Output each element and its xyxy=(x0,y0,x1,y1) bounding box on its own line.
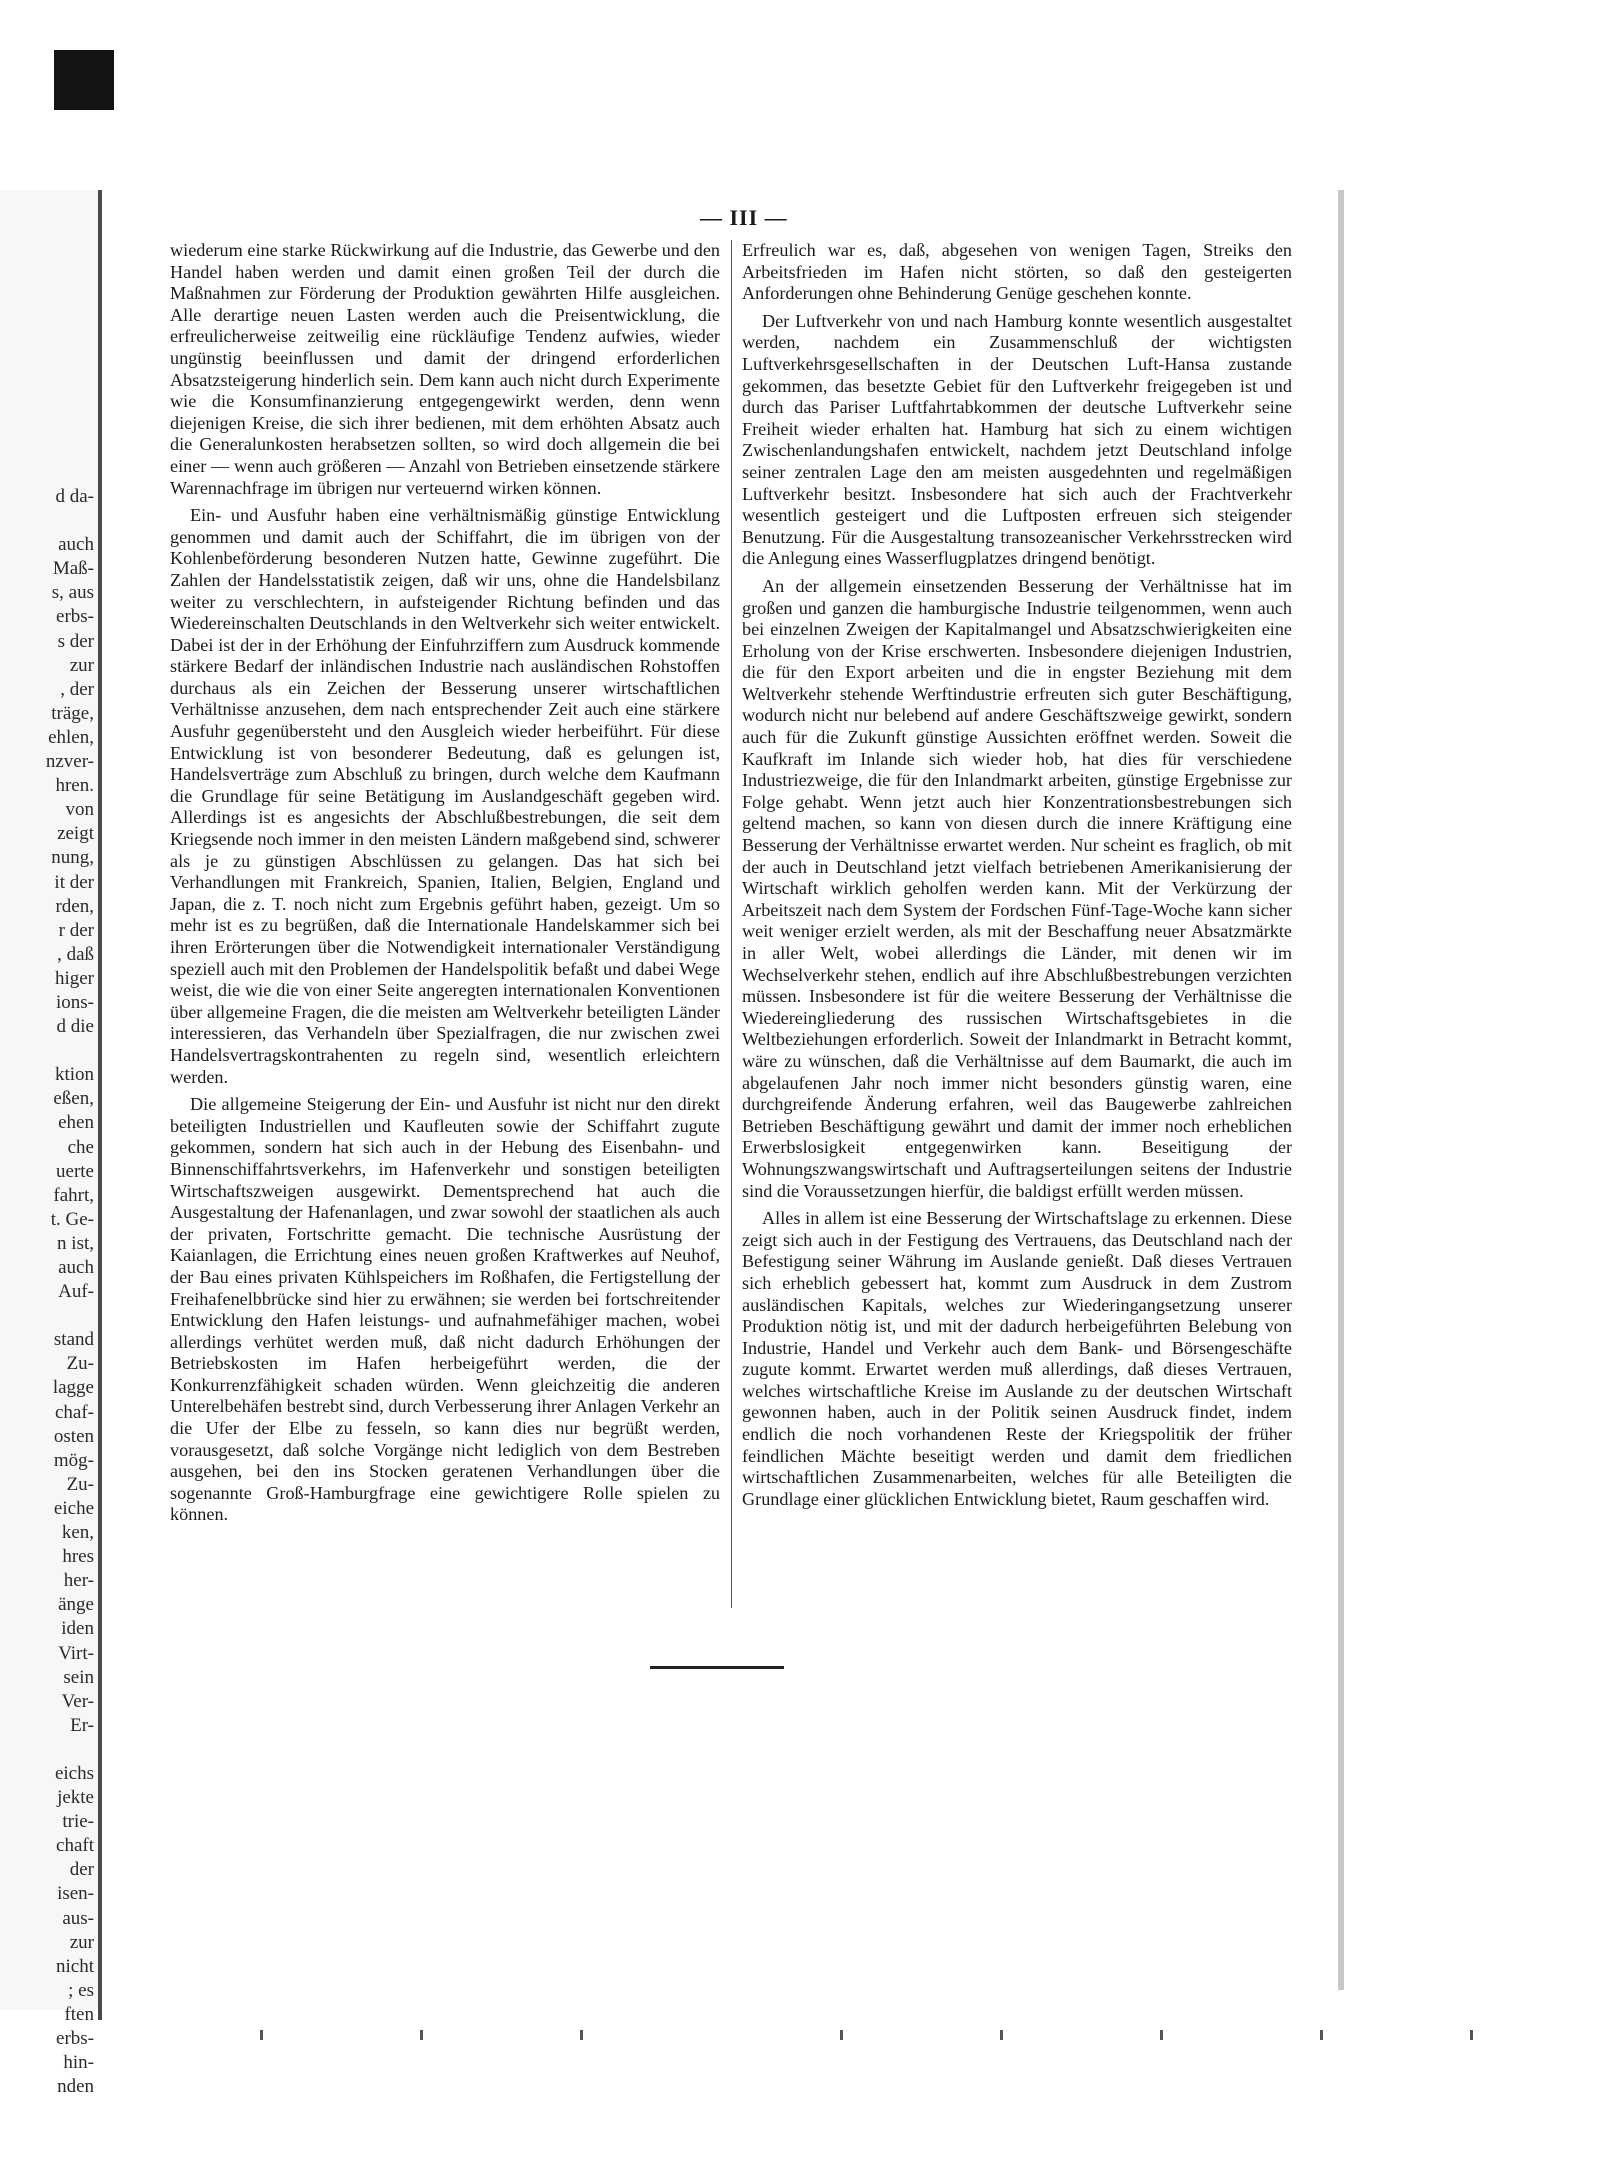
paragraph: Alles in allem ist eine Besserung der Wirtschaftslage zu erkennen. Diese zeigt sich auch in der Festigung des Vertrauens, das Deutschland nach der Befestigung seiner Währung im Auslande genießt. Daß dieses Vertrauen sich erheblich gebessert hat, kommt zum Ausdruck in dem Zustrom ausländischen Kapitals, welches zur Wiederingangsetzung unserer Produktion nötig ist, und mit der dadurch herbeigeführten Belebung von Industrie, Handel und Verkehr auch dem Bank- und Börsengeschäfte zugute kommt. Erwartet werden muß allerdings, daß dieses Vertrauen, welches wirtschaftliche Kreise im Auslande zu der deutschen Wirtschaft gewonnen haben, auch in der Politik seinen Ausdruck findet, indem endlich die noch vorhandenen Reste der Kriegspolitik der früher feindlichen Mächte beseitigt werden und damit dem friedlichen wirtschaftlichen Zusammenarbeiten, welches für alle Beteiligten die Grundlage einer glücklichen Entwicklung bietet, Raum geschaffen wird. xyxy=(742,1208,1292,1509)
fragment-line: aus- xyxy=(62,1907,94,1929)
fragment-line: n ist, xyxy=(57,1232,94,1254)
scan-bottom-marks xyxy=(0,2030,1600,2040)
fragment-line: sein xyxy=(63,1666,94,1688)
fragment-line: higer xyxy=(54,967,94,989)
fragment-line: fahrt, xyxy=(53,1184,94,1206)
fragment-line xyxy=(4,1039,94,1063)
book-binding xyxy=(98,190,102,2020)
fragment-line: nicht xyxy=(56,1955,94,1977)
fragment-line: osten xyxy=(53,1425,94,1447)
paragraph: Die allgemeine Steigerung der Ein- und Ausfuhr ist nicht nur den direkt beteiligten Industriellen und Kaufleuten sowie der Schiffahrt zugute gekommen, sondern hat sich auch in der Hebung des Eisenbahn- und Binnenschiffahrtsverkehrs, im Hafenverkehr und sonstigen beteiligten Wirtschaftszweigen ausgewirkt. Dementsprechend hat auch die Ausgestaltung der Hafenanlagen, und zwar sowohl der staatlichen als auch der privaten, Fortschritte gemacht. Die technische Ausrüstung der Kaianlagen, die Errichtung eines neuen großen Kraftwerkes auf Neuhof, der Bau eines privaten Kühlspeichers im Roßhafen, die Fertigstellung der Freihafenelbbrücke sind hier zu erwähnen; sie werden bei fortschreitender Entwicklung den Hafen leistungs- und aufnahmefähiger machen, wobei allerdings verhütet werden muß, daß nicht dadurch Erhöhungen der Betriebskosten im Hafen herbeigeführt werden, die der Konkurrenzfähigkeit schaden würden. Wenn gleichzeitig die anderen Unterelbehäfen bestrebt sind, durch Verbesserung ihrer Anlagen Verkehr an die Ufer der Elbe zu fesseln, so kann dies nur begrüßt werden, vorausgesetzt, daß solche Vorgänge nicht lediglich von dem Bestreben ausgehen, bei den ins Stocken geratenen Verhandlungen über die sogenannte Groß-Hamburgfrage eine gewichtigere Rolle spielen zu können. xyxy=(170,1094,720,1525)
fragment-line: ; es xyxy=(68,1979,94,2001)
fragment-line: von xyxy=(65,799,94,821)
fragment-line: erbs- xyxy=(56,2028,94,2049)
fragment-line: auch xyxy=(58,1257,94,1278)
fragment-line: d da- xyxy=(55,486,94,507)
fragment-line: eiche xyxy=(53,1497,94,1519)
fragment-line: hin- xyxy=(63,2052,94,2074)
fragment-line: auch xyxy=(58,534,94,556)
fragment-line: Auf- xyxy=(58,1281,94,1303)
fragment-line: mög- xyxy=(53,1449,94,1471)
fragment-line: zeigt xyxy=(57,823,94,845)
fragment-line: her- xyxy=(63,1570,94,1592)
fragment-line: ions- xyxy=(56,991,94,1013)
fragment-line: it der xyxy=(54,871,94,893)
end-rule xyxy=(650,1666,784,1669)
fragment-line: ehen xyxy=(58,1112,94,1134)
fragment-line: nung, xyxy=(51,847,94,869)
fragment-line: hren. xyxy=(55,775,94,797)
fragment-line: eßen, xyxy=(53,1088,94,1110)
fragment-line: rden, xyxy=(55,895,94,917)
fragment-line: lagge xyxy=(52,1377,94,1399)
fragment-line: Ver- xyxy=(61,1690,94,1712)
fragment-line xyxy=(4,1304,94,1328)
paragraph: Ein- und Ausfuhr haben eine verhältnismäßig günstige Entwicklung genommen und damit auch der Schiffahrt, die im übrigen von der Kohlenbeförderung besonderen Nutzen hatte, Gewinne zugeführt. Die Zahlen der Handelsstatistik zeigen, daß wir uns, ohne die Handelsbilanz weiter zu verschlechtern, in aufsteigender Richtung befinden und das Wiedereinschalten Deutschlands in den Weltverkehr sich weiter entwickelt. Dabei ist der in der Erhöhung der Einfuhrziffern zum Ausdruck kommende stärkere Bedarf der inländischen Industrie nach ausländischen Rohstoffen durchaus als ein Zeichen der Besserung unserer wirtschaftlichen Verhältnisse anzusehen, dem nach entsprechender Zeit auch eine stärkere Ausfuhr gegenübersteht und den Ausgleich wieder herbeiführt. Für diese Entwicklung ist von besonderer Bedeutung, daß es gelungen ist, Handelsverträge zum Abschluß zu bringen, durch welche dem Kaufmann die Grundlage für seine Betätigung im Auslandgeschäft gegeben wird. Allerdings ist es angesichts der Abschlußbestrebungen, die seit dem Kriegsende noch immer in den meisten Ländern maßgebend sind, schwerer als je zu günstigen Abschlüssen zu gelangen. Das hat sich bei Verhandlungen mit Frankreich, Spanien, Italien, Belgien, England und Japan, die z. T. noch nicht zum Ergebnis geführt haben, gezeigt. Um so mehr ist es zu begrüßen, daß die Internationale Handelskammer sich bei ihren Erörterungen über die Notwendigkeit internationaler Verständigung speziell auch mit den Problemen der Handelspolitik befaßt und dabei Wege weist, die wie die von einer Seite angeregten internationalen Konventionen über allgemeine Fragen, die die meisten am Weltverkehr beteiligten Länder interessieren, das Verhandeln über Spezialfragen, die nur zwischen zwei Handelsvertragskontrahenten zu regeln sind, wesentlich erleichtern werden. xyxy=(170,505,720,1087)
fragment-line: s, aus xyxy=(51,582,94,604)
left-column xyxy=(170,240,720,1526)
page-number: — III — xyxy=(700,205,788,230)
previous-page-edge xyxy=(0,190,100,2098)
fragment-line: träge, xyxy=(51,702,94,724)
fragment-line: iden xyxy=(61,1618,94,1640)
fragment-line: trie- xyxy=(62,1811,94,1833)
previous-page-text-fragments xyxy=(4,485,94,2099)
paragraph: Der Luftverkehr von und nach Hamburg konnte wesentlich ausgestaltet werden, nachdem ein Zusammenschluß der wichtigsten Luftverkehrsgesellschaften in der Deutschen Luft-Hansa zustande gekommen, das besetzte Gebiet für den Luftverkehr freigegeben ist und durch das Pariser Luftfahrtabkommen der deutsche Luftverkehr seine Freiheit wieder erhalten hat. Hamburg hat sich zu einem wichtigen Zwischenlandungshafen entwickelt, nachdem jetzt Deutschland infolge seiner zentralen Lage den am meisten ausgedehnten und regelmäßigen Luftverkehr besitzt. Insbesondere hat sich auch der Frachtverkehr wesentlich gesteigert und die Luftposten erfreuen sich steigender Benutzung. Für die Ausgestaltung transozeanischer Verkehrsstrecken wird die Anlegung eines Wasserflugplatzes dringend benötigt. xyxy=(742,310,1292,569)
fragment-line: ehlen, xyxy=(48,726,94,748)
fragment-line: hres xyxy=(62,1546,94,1568)
fragment-line: s der xyxy=(57,630,94,652)
fragment-line: Zu- xyxy=(66,1473,94,1495)
fragment-line: , daß xyxy=(57,943,94,965)
paragraph: wiederum eine starke Rückwirkung auf die Industrie, das Gewerbe und den Handel haben werden und damit einen großen Teil der durch die Maßnahmen zur Förderung der Produktion gewährten Hilfe ausgleichen. Alle derartige neuen Lasten werden auch die Preisentwicklung, die erfreulicherweise zeitweilig eine rückläufige Tendenz aufwies, wieder ungünstig beeinflussen und damit der dringend erforderlichen Absatzsteigerung hinderlich sein. Dem kann auch nicht durch Experimente wie die Konsumfinanzierung entgegengewirkt werden, denn wenn diejenigen Kreise, die sich ihrer bedienen, mit dem erhöhten Absatz auch die Generalunkosten herabsetzen sollten, so wird doch allgemein die bei einer — wenn auch größeren — Anzahl von Betrieben einsetzende stärkere Warennachfrage im übrigen nur verteuernd wirken können. xyxy=(170,240,720,498)
fragment-line: eichs xyxy=(54,1762,94,1784)
fragment-line: Maß- xyxy=(52,558,94,580)
fragment-line xyxy=(4,1738,94,1762)
fragment-line: zur xyxy=(69,1931,94,1953)
fragment-line: uerte xyxy=(56,1160,94,1182)
fragment-line: nden xyxy=(57,2076,94,2098)
fragment-line: ktion xyxy=(54,1064,94,1086)
right-column xyxy=(742,240,1292,1510)
fragment-line: d die xyxy=(56,1016,94,1038)
fragment-line: r der xyxy=(58,919,94,941)
fragment-line: jekte xyxy=(57,1787,94,1809)
column-divider xyxy=(731,240,732,1608)
page-edge-shadow xyxy=(1338,190,1344,1990)
fragment-line: ften xyxy=(64,2003,94,2025)
scan-border-mark xyxy=(54,50,114,110)
fragment-line: Er- xyxy=(70,1714,94,1736)
fragment-line: Virt- xyxy=(58,1642,94,1664)
fragment-line: erbs- xyxy=(56,606,94,628)
paragraph: Erfreulich war es, daß, abgesehen von wenigen Tagen, Streiks den Arbeitsfrieden im Hafen nicht störten, so daß den gesteigerten Anforderungen ohne Behinderung Genüge geschehen konnte. xyxy=(742,240,1292,304)
fragment-line: chaf- xyxy=(54,1401,94,1423)
fragment-line: der xyxy=(69,1859,94,1881)
fragment-line: chaft xyxy=(56,1835,94,1857)
fragment-line: che xyxy=(67,1136,94,1158)
fragment-line: nzver- xyxy=(45,751,94,773)
fragment-line xyxy=(4,509,94,533)
fragment-line: änge xyxy=(58,1594,94,1616)
fragment-line: ken, xyxy=(61,1522,94,1544)
fragment-line: Zu- xyxy=(66,1353,94,1375)
fragment-line: isen- xyxy=(57,1883,94,1905)
paragraph: An der allgemein einsetzenden Besserung der Verhältnisse hat im großen und ganzen die hamburgische Industrie teilgenommen, wenn auch bei einzelnen Zweigen der Kapitalmangel und Absatzschwierigkeiten eine Erholung von der Krise erschwerten. Insbesondere diejenigen Industrien, die für den Export arbeiten und die in engster Beziehung mit dem Weltverkehr stehende Werftindustrie erfreuten sich guter Beschäftigung, wodurch nicht nur belebend auf andere Geschäftszweige gewirkt, sondern auch für die Zukunft günstige Aussichten eröffnet werden. Soweit die Kaufkraft im Inlande sich wieder hob, hat dies für verschiedene Industriezweige, die für den Inlandmarkt arbeiten, günstige Ergebnisse zur Folge gehabt. Wenn jetzt auch hier Konzentrationsbestrebungen sich geltend machen, so kann von diesen durch die innere Kräftigung eine Besserung der Verhältnisse erwartet werden. Nur scheint es fraglich, ob mit der auch in Deutschland jetzt vielfach betriebenen Amerikanisierung der Wirtschaft wirklich geholfen werden kann. Mit der Verkürzung der Arbeitszeit nach dem System der Fordschen Fünf-Tage-Woche kann sicher weit weniger erzielt werden, als mit der Beschaffung neuer Absatzmärkte in aller Welt, wobei allerdings die Länder, mit denen wir im Wechselverkehr stehen, endlich auf ihre Abschlußbestrebungen verzichten müssen. Insbesondere ist für die weitere Besserung der Verhältnisse die Wiedereingliederung des russischen Wirtschaftsgebietes in die Weltbeziehungen erforderlich. Soweit der Inlandmarkt in Betracht kommt, wäre zu wünschen, daß die Verhältnisse auf dem Baumarkt, die auch im abgelaufenen Jahr noch immer nicht besonders günstig waren, eine durchgreifende Änderung erfahren, weil das Baugewerbe zahlreichen Betrieben Beschäftigung gewährt und damit der immer noch erheblichen Erwerbslosigkeit entgegenwirken kann. Beseitigung der Wohnungszwangswirtschaft und Auftragserteilungen seitens der Industrie sind die Voraussetzungen hierfür, die baldigst erfüllt werden müssen. xyxy=(742,575,1292,1201)
fragment-line: zur xyxy=(69,654,94,676)
fragment-line: stand xyxy=(53,1329,94,1351)
fragment-line: , der xyxy=(60,678,94,700)
fragment-line: t. Ge- xyxy=(50,1208,94,1230)
